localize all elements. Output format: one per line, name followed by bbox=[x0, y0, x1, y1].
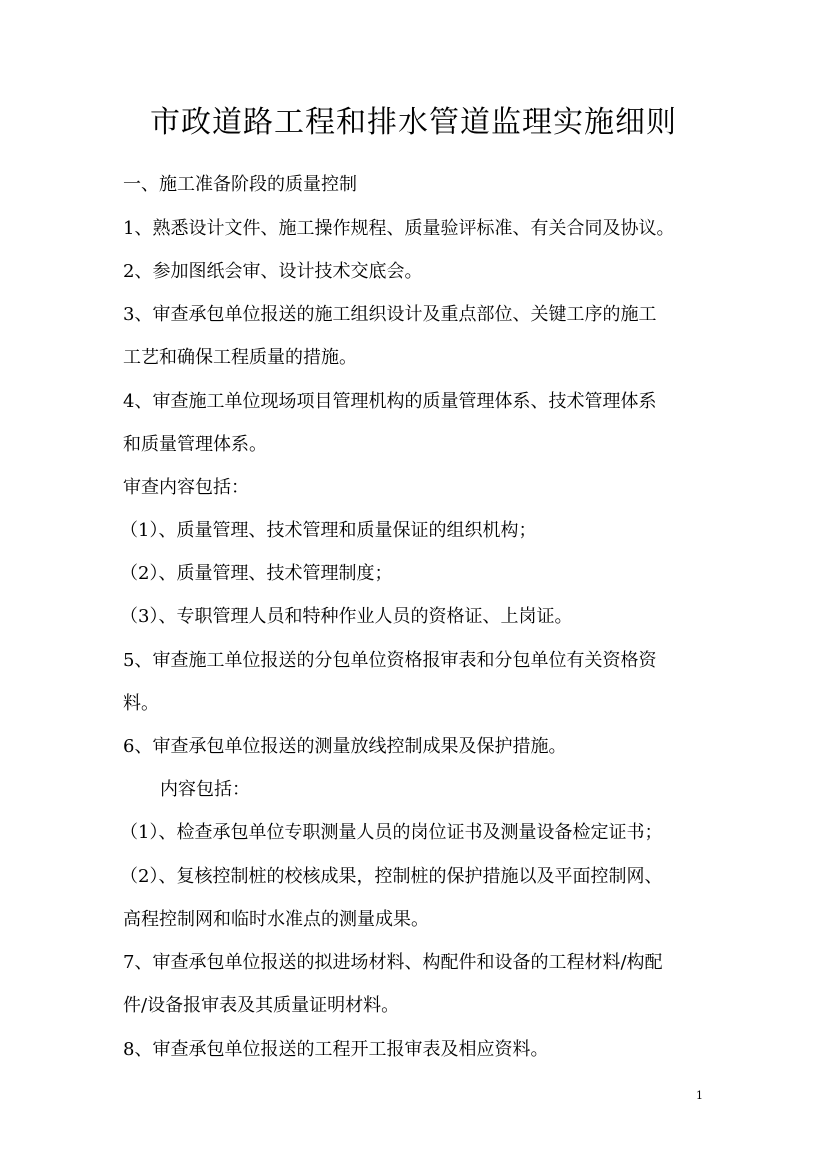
paragraph-line: 2、参加图纸会审、设计技术交底会。 bbox=[123, 261, 423, 282]
list-item: （3）、专职管理人员和特种作业人员的资格证、上岗证。 bbox=[120, 606, 573, 627]
paragraph-line: 7、审查承包单位报送的拟进场材料、构配件和设备的工程材料/构配 bbox=[123, 952, 663, 973]
paragraph-line: 内容包括： bbox=[160, 779, 250, 800]
paragraph-line: 3、审查承包单位报送的施工组织设计及重点部位、关键工序的施工 bbox=[123, 304, 657, 325]
section-heading: 一、施工准备阶段的质量控制 bbox=[123, 174, 357, 195]
paragraph-line: 8、审查承包单位报送的工程开工报审表及相应资料。 bbox=[123, 1039, 549, 1060]
paragraph-line: 工艺和确保工程质量的措施。 bbox=[123, 347, 357, 368]
document-title: 市政道路工程和排水管道监理实施细则 bbox=[150, 105, 677, 140]
paragraph-line: 高程控制网和临时水准点的测量成果。 bbox=[123, 909, 429, 930]
paragraph-line: 4、审查施工单位现场项目管理机构的质量管理体系、技术管理体系 bbox=[123, 391, 657, 412]
list-item: （1）、检查承包单位专职测量人员的岗位证书及测量设备检定证书； bbox=[120, 822, 663, 843]
paragraph-line: 料。 bbox=[123, 693, 159, 714]
page-number: 1 bbox=[696, 1089, 703, 1102]
paragraph-line: 5、审查施工单位报送的分包单位资格报审表和分包单位有关资格资 bbox=[123, 650, 657, 671]
list-item: （2）、复核控制桩的校核成果，控制桩的保护措施以及平面控制网、 bbox=[120, 866, 663, 887]
paragraph-line: 1、熟悉设计文件、施工操作规程、质量验评标准、有关合同及协议。 bbox=[123, 218, 675, 239]
list-item: （1）、质量管理、技术管理和质量保证的组织机构； bbox=[120, 520, 537, 541]
paragraph-line: 和质量管理体系。 bbox=[123, 434, 267, 455]
paragraph-line: 件/设备报审表及其质量证明材料。 bbox=[123, 995, 400, 1016]
paragraph-line: 审查内容包括： bbox=[123, 477, 249, 498]
list-item: （2）、质量管理、技术管理制度； bbox=[120, 563, 393, 584]
paragraph-line: 6、审查承包单位报送的测量放线控制成果及保护措施。 bbox=[123, 736, 567, 757]
